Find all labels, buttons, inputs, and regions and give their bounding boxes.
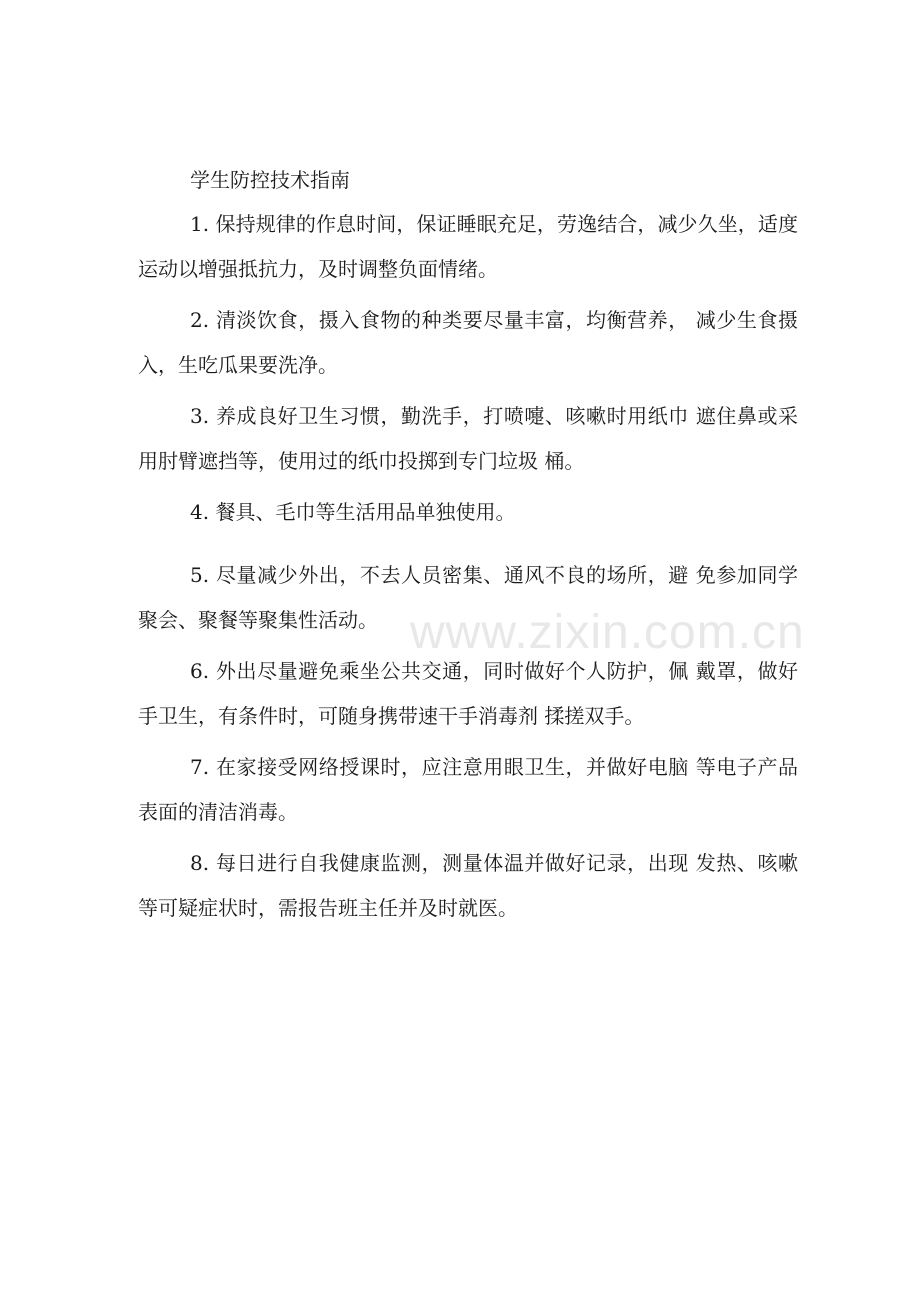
guideline-item-8: 8. 每日进行自我健康监测，测量体温并做好记录，出现 发热、咳嗽等可疑症状时，需报告班主任并及时就医。 <box>138 851 798 920</box>
guideline-item-5: 5. 尽量减少外出，不去人员密集、通风不良的场所，避 免参加同学聚会、聚餐等聚集性活动。 <box>138 563 798 632</box>
guideline-item-2: 2. 清淡饮食，摄入食物的种类要尽量丰富，均衡营养， 减少生食摄入，生吃瓜果要洗净。 <box>138 308 798 377</box>
guideline-item-3: 3. 养成良好卫生习惯，勤洗手，打喷嚏、咳嗽时用纸巾 遮住鼻或采用肘臂遮挡等，使用过的纸巾投掷到专门垃圾 桶。 <box>138 404 798 473</box>
guideline-item-1: 1. 保持规律的作息时间，保证睡眠充足，劳逸结合，减少久坐，适度运动以增强抵抗力，及时调整负面情绪。 <box>138 212 798 281</box>
guideline-item-7: 7. 在家接受网络授课时，应注意用眼卫生，并做好电脑 等电子产品表面的清洁消毒。 <box>138 755 798 824</box>
document-body <box>138 158 798 937</box>
watermark: www.zixin.com.cn <box>410 606 805 659</box>
guideline-item-4: 4. 餐具、毛巾等生活用品单独使用。 <box>190 500 516 524</box>
guideline-item-6: 6. 外出尽量避免乘坐公共交通，同时做好个人防护，佩 戴罩，做好手卫生，有条件时，可随身携带速干手消毒剂 揉搓双手。 <box>138 659 798 728</box>
document-title: 学生防控技术指南 <box>190 168 350 192</box>
